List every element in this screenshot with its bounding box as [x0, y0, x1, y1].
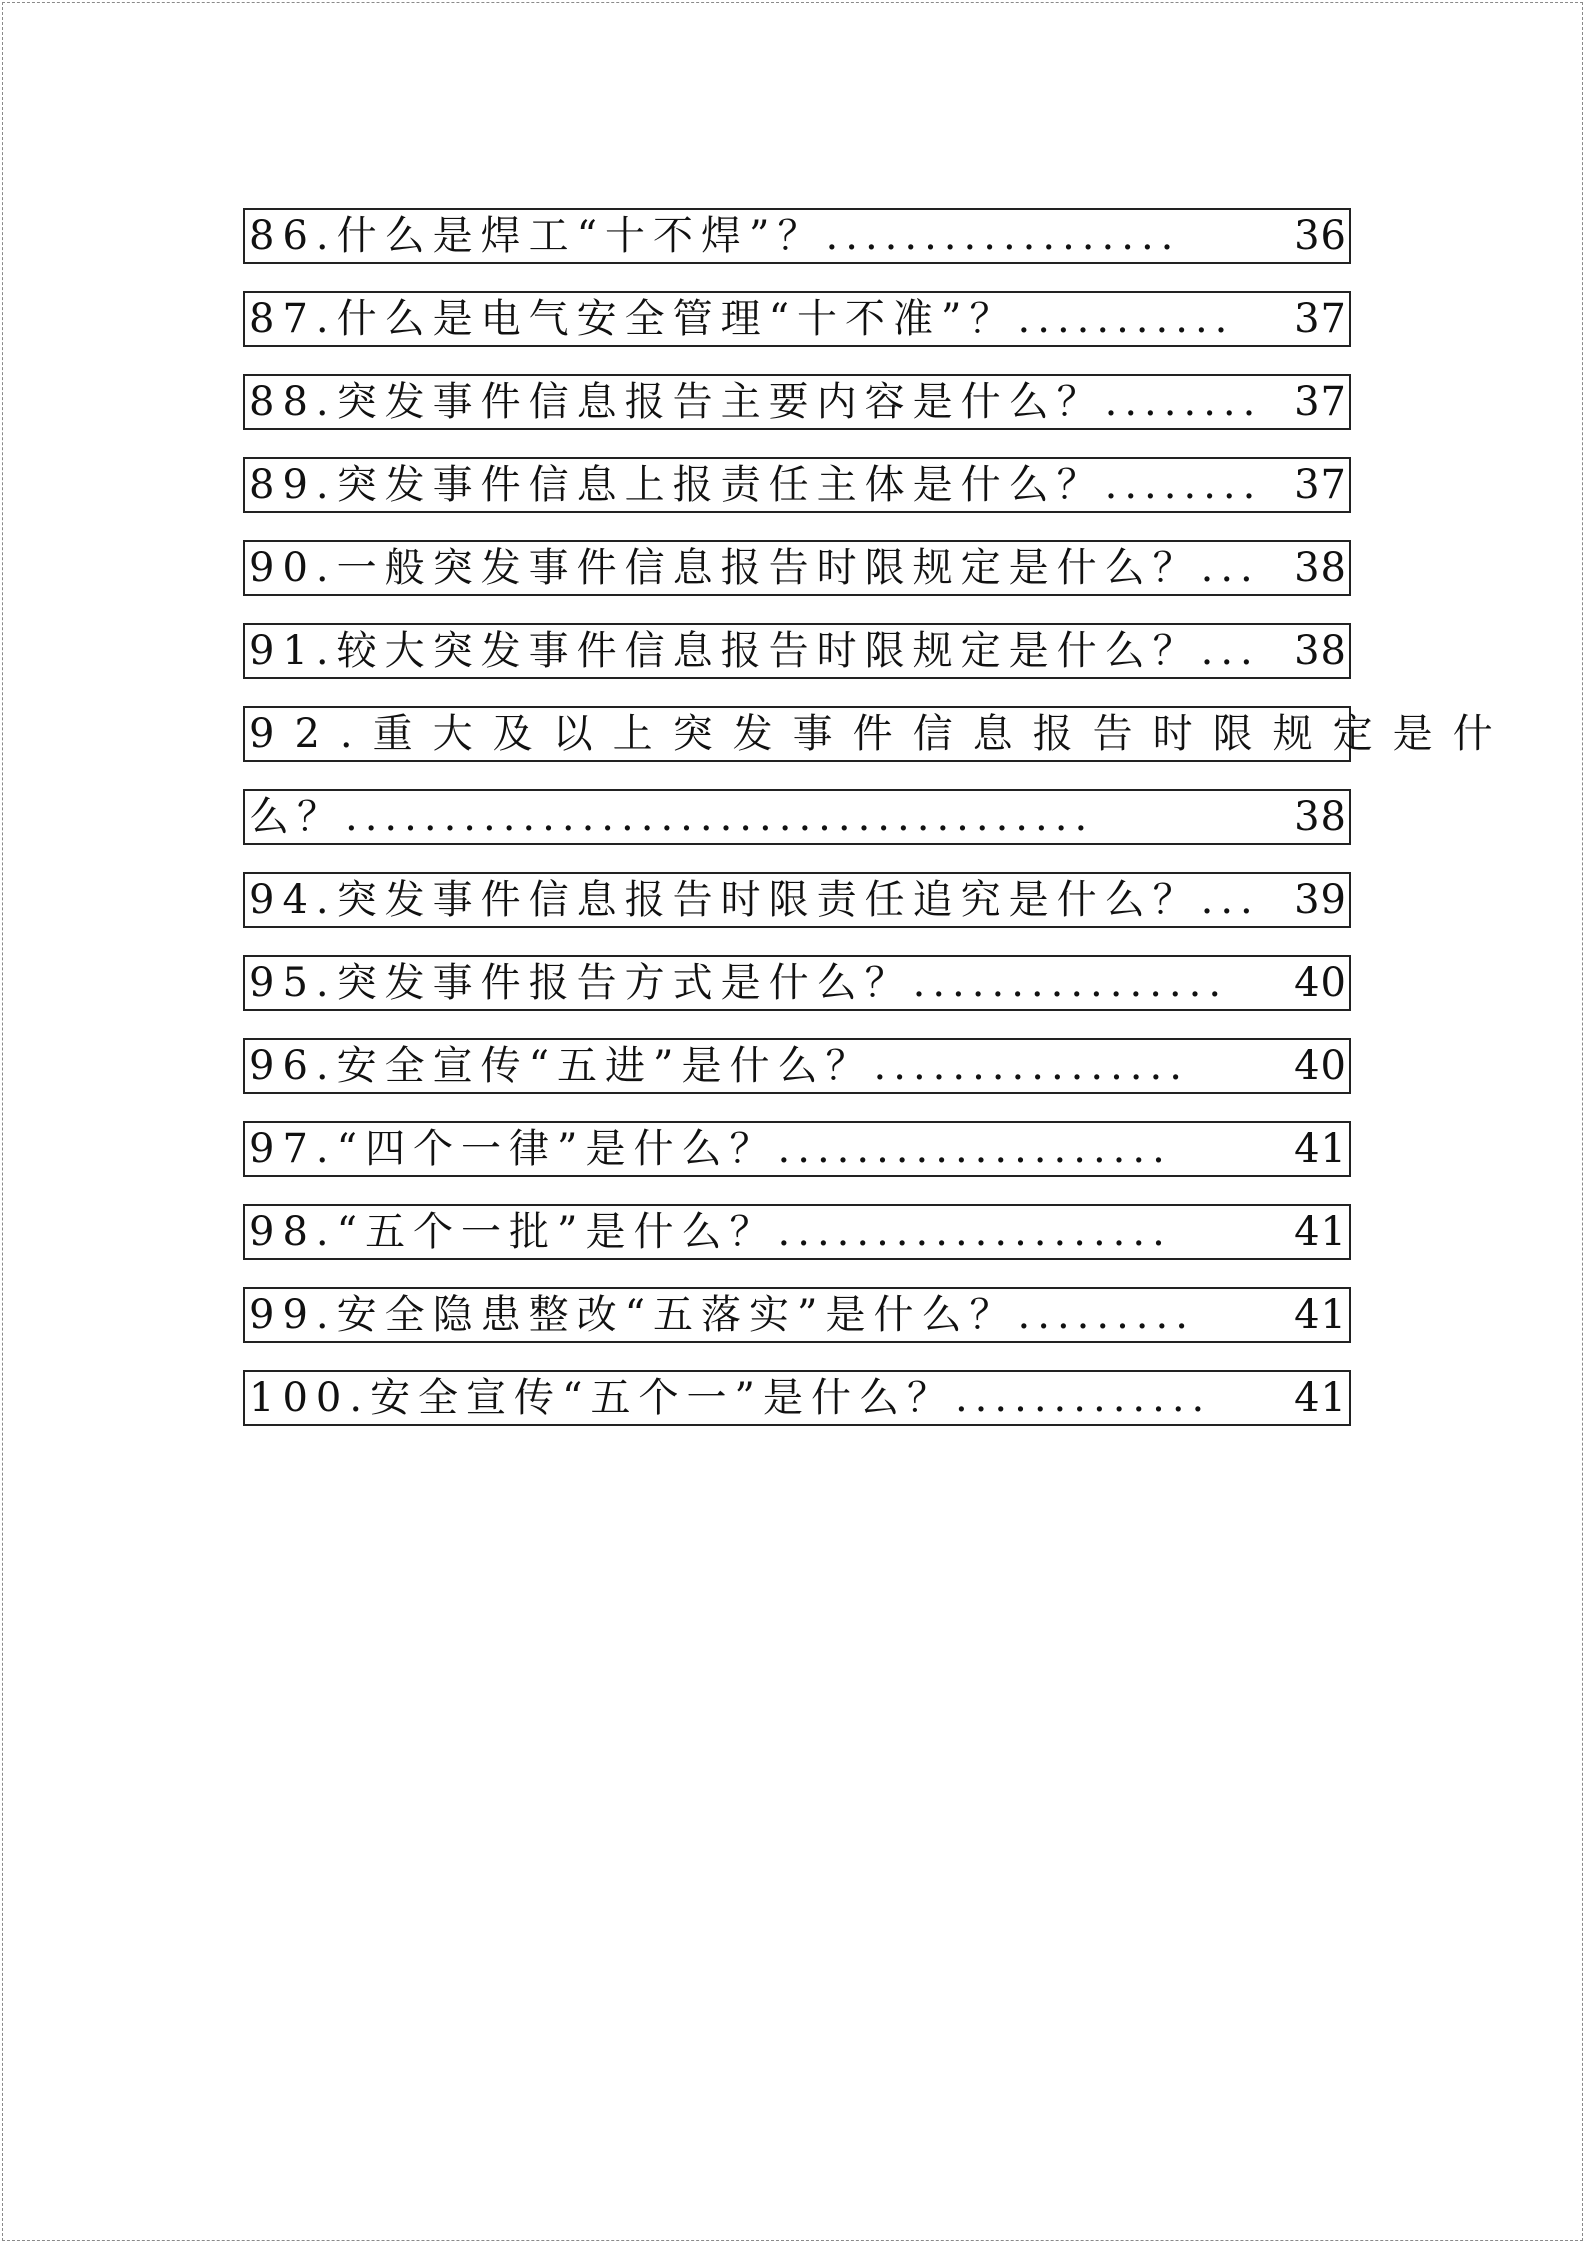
toc-page-number: 40: [1294, 960, 1347, 1006]
toc-entry-88[interactable]: [243, 374, 1351, 430]
toc-leader-dots: ................: [873, 1043, 1189, 1089]
toc-leader-dots: ........: [1104, 462, 1263, 508]
toc-leader-dots: ................: [912, 960, 1229, 1006]
toc-leader-dots: ..................: [825, 213, 1181, 259]
toc-entry-title: 95.突发事件报告方式是什么？: [249, 960, 913, 1006]
toc-leader-dots: ...........: [1017, 296, 1235, 342]
toc-entry-title: 89.突发事件信息上报责任主体是什么？: [249, 462, 1105, 508]
toc-leader-dots: .............: [954, 1375, 1212, 1421]
toc-leader-dots: ...: [1200, 628, 1260, 674]
table-of-contents: [243, 208, 1513, 1453]
document-page: [2, 2, 1583, 2241]
toc-entry-title: 90.一般突发事件信息报告时限规定是什么？: [249, 545, 1201, 591]
toc-leader-dots: ....................: [777, 1209, 1172, 1255]
toc-page-number: 37: [1294, 462, 1347, 508]
toc-entry-92-continued[interactable]: [243, 789, 1351, 845]
toc-page-number: 36: [1294, 213, 1347, 259]
toc-leader-dots: ...: [1200, 877, 1260, 923]
toc-page-number: 41: [1294, 1209, 1347, 1255]
toc-entry-title: 98.“五个一批”是什么？: [249, 1209, 778, 1255]
toc-entry-89[interactable]: [243, 457, 1351, 513]
toc-entry-title: 91.较大突发事件信息报告时限规定是什么？: [249, 628, 1201, 674]
toc-leader-dots: ...: [1200, 545, 1260, 591]
toc-page-number: 37: [1294, 379, 1347, 425]
toc-entry-97[interactable]: [243, 1121, 1351, 1177]
toc-entry-title: 97.“四个一律”是什么？: [249, 1126, 778, 1172]
toc-page-number: 38: [1294, 545, 1347, 591]
toc-page-number: 41: [1294, 1375, 1347, 1421]
toc-page-number: 38: [1294, 794, 1347, 840]
toc-page-number: 40: [1294, 1043, 1347, 1089]
toc-entry-86[interactable]: [243, 208, 1351, 264]
toc-entry-91[interactable]: [243, 623, 1351, 679]
toc-entry-title: 88.突发事件信息报告主要内容是什么？: [249, 379, 1105, 425]
toc-entry-title: 94.突发事件信息报告时限责任追究是什么？: [249, 877, 1201, 923]
toc-page-number: 41: [1294, 1126, 1347, 1172]
toc-entry-87[interactable]: [243, 291, 1351, 347]
toc-entry-99[interactable]: [243, 1287, 1351, 1343]
toc-entry-title: 96.安全宣传“五进”是什么？: [249, 1043, 874, 1089]
toc-leader-dots: ......................................: [345, 794, 1095, 840]
toc-leader-dots: ........: [1104, 379, 1263, 425]
toc-leader-dots: ....................: [777, 1126, 1172, 1172]
toc-entry-title: 86.什么是焊工“十不焊”？: [249, 213, 826, 259]
toc-page-number: 41: [1294, 1292, 1347, 1338]
toc-entry-90[interactable]: [243, 540, 1351, 596]
toc-entry-title: 99.安全隐患整改“五落实”是什么？: [249, 1292, 1018, 1338]
toc-entry-96[interactable]: [243, 1038, 1351, 1094]
toc-page-number: 38: [1294, 628, 1347, 674]
toc-entry-title: 么？: [249, 794, 345, 840]
toc-entry-title: 100.安全宣传“五个一”是什么？: [249, 1375, 955, 1421]
toc-entry-95[interactable]: [243, 955, 1351, 1011]
toc-entry-100[interactable]: [243, 1370, 1351, 1426]
toc-entry-94[interactable]: [243, 872, 1351, 928]
toc-page-number: 37: [1294, 296, 1347, 342]
toc-entry-title: 92.重大及以上突发事件信息报告时限规定是什: [249, 711, 1513, 757]
toc-entry-92[interactable]: [243, 706, 1513, 762]
toc-leader-dots: .........: [1017, 1292, 1195, 1338]
toc-page-number: 39: [1294, 877, 1347, 923]
toc-entry-title: 87.什么是电气安全管理“十不准”？: [249, 296, 1018, 342]
toc-entry-98[interactable]: [243, 1204, 1351, 1260]
